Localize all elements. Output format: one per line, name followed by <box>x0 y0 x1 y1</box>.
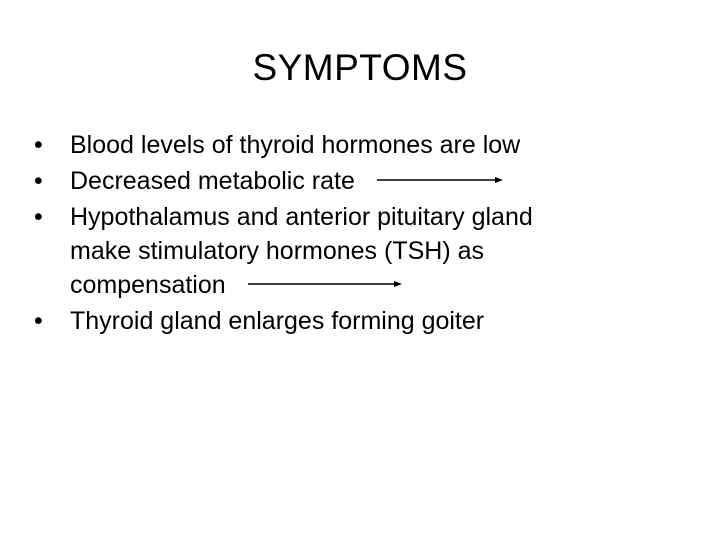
bullet-text: make stimulatory hormones (TSH) as <box>70 237 485 265</box>
bullet-list <box>34 128 694 340</box>
bullet-icon: • <box>34 131 43 159</box>
slide-title: SYMPTOMS <box>252 47 468 88</box>
bullet-icon: • <box>34 203 43 231</box>
bullet-item-blood-levels <box>34 128 694 162</box>
bullet-item-goiter <box>34 304 694 338</box>
bullet-line <box>70 268 694 302</box>
bullet-text: Hypothalamus and anterior pituitary gland <box>70 203 533 231</box>
bullet-line <box>70 164 694 198</box>
bullet-item-hypothalamus <box>34 200 694 302</box>
bullet-icon: • <box>34 307 43 335</box>
bullet-text: Blood levels of thyroid hormones are low <box>70 131 521 159</box>
bullet-text: Decreased metabolic rate <box>70 167 355 195</box>
bullet-text: Thyroid gland enlarges forming goiter <box>70 307 485 335</box>
bullet-icon: • <box>34 167 43 195</box>
right-arrow-icon <box>377 175 503 185</box>
bullet-item-metabolic-rate <box>34 164 694 198</box>
right-arrow-icon <box>248 279 402 289</box>
bullet-text: compensation <box>70 271 226 299</box>
